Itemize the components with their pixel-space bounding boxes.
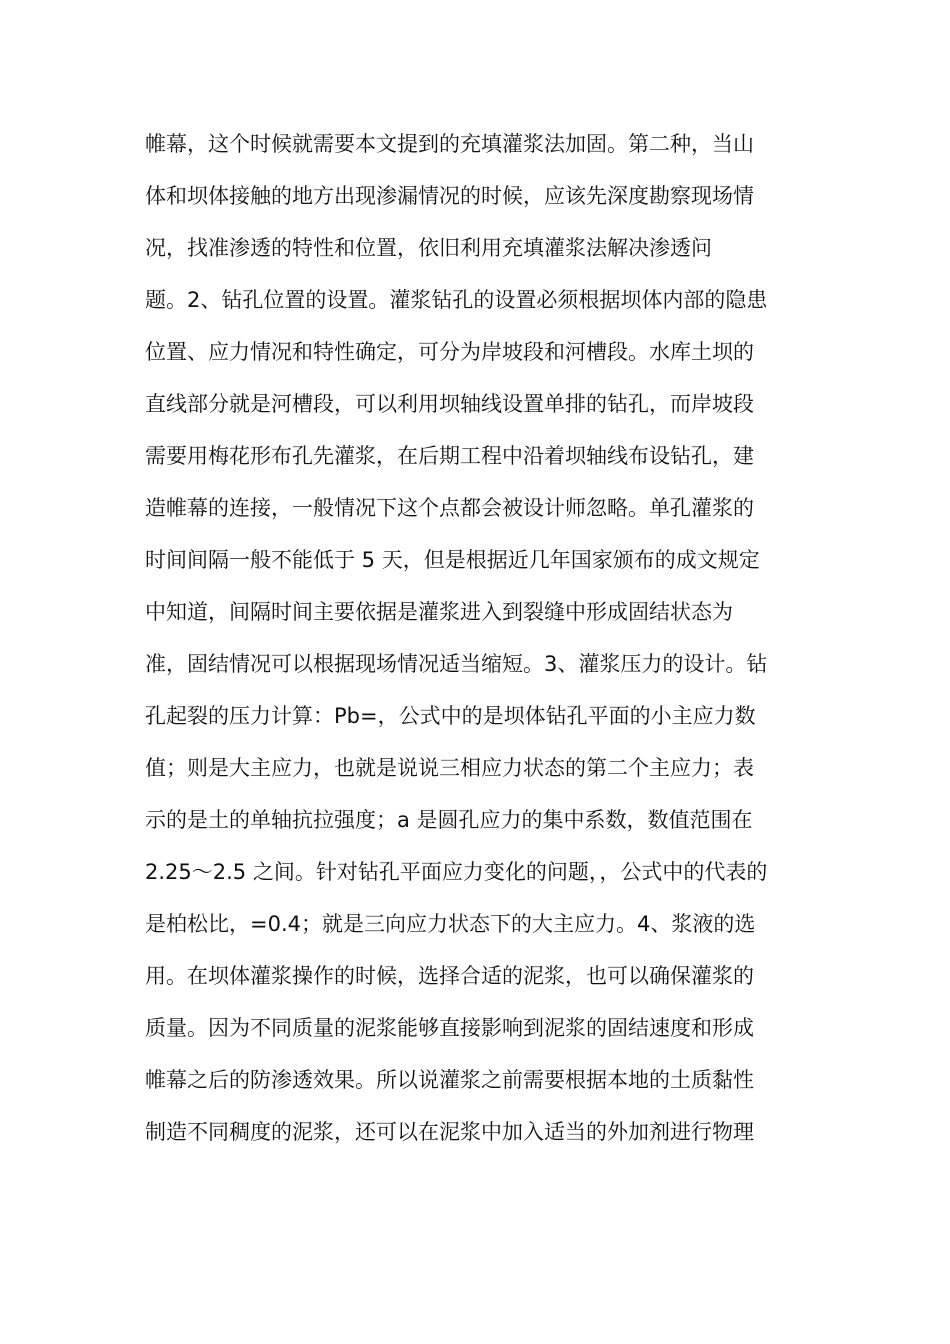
text-line-20: 制造不同稠度的泥浆，还可以在泥浆中加入适当的外加剂进行物理 (145, 1120, 754, 1144)
text-line-7: 需要用梅花形布孔先灌浆，在后期工程中沿着坝轴线布设钻孔，建 (145, 444, 754, 468)
text-line-9: 时间间隔一般不能低于 5 天，但是根据近几年国家颁布的成文规定 (145, 548, 760, 572)
text-line-12: 孔起裂的压力计算：Pb=，公式中的是坝体钻孔平面的小主应力数 (145, 704, 756, 728)
text-line-13: 值；则是大主应力，也就是说说三相应力状态的第二个主应力；表 (145, 756, 754, 780)
text-line-2: 体和坝体接触的地方出现渗漏情况的时候，应该先深度勘察现场情 (145, 184, 754, 208)
text-line-15: 2.25～2.5 之间。针对钻孔平面应力变化的问题，，公式中的代表的 (145, 860, 768, 884)
text-line-11: 准，固结情况可以根据现场情况适当缩短。3、灌浆压力的设计。钻 (145, 652, 768, 676)
text-line-14: 示的是土的单轴抗拉强度；a 是圆孔应力的集中系数，数值范围在 (145, 808, 753, 832)
text-line-16: 是柏松比，=0.4；就是三向应力状态下的大主应力。4、浆液的选 (145, 912, 756, 936)
text-line-3: 况，找准渗透的特性和位置，依旧利用充填灌浆法解决渗透问 (145, 236, 712, 260)
text-line-5: 位置、应力情况和特性确定，可分为岸坡段和河槽段。水库土坝的 (145, 340, 754, 364)
text-line-6: 直线部分就是河槽段，可以利用坝轴线设置单排的钻孔，而岸坡段 (145, 392, 754, 416)
text-line-19: 帷幕之后的防渗透效果。所以说灌浆之前需要根据本地的土质黏性 (145, 1068, 754, 1092)
text-line-10: 中知道，间隔时间主要依据是灌浆进入到裂缝中形成固结状态为 (145, 600, 733, 624)
text-line-1: 帷幕，这个时候就需要本文提到的充填灌浆法加固。第二种，当山 (145, 132, 754, 156)
body-paragraph (145, 118, 810, 1158)
text-line-18: 质量。因为不同质量的泥浆能够直接影响到泥浆的固结速度和形成 (145, 1016, 754, 1040)
text-line-8: 造帷幕的连接，一般情况下这个点都会被设计师忽略。单孔灌浆的 (145, 496, 754, 520)
text-line-17: 用。在坝体灌浆操作的时候，选择合适的泥浆，也可以确保灌浆的 (145, 964, 754, 988)
text-line-4: 题。2、钻孔位置的设置。灌浆钻孔的设置必须根据坝体内部的隐患 (145, 288, 768, 312)
